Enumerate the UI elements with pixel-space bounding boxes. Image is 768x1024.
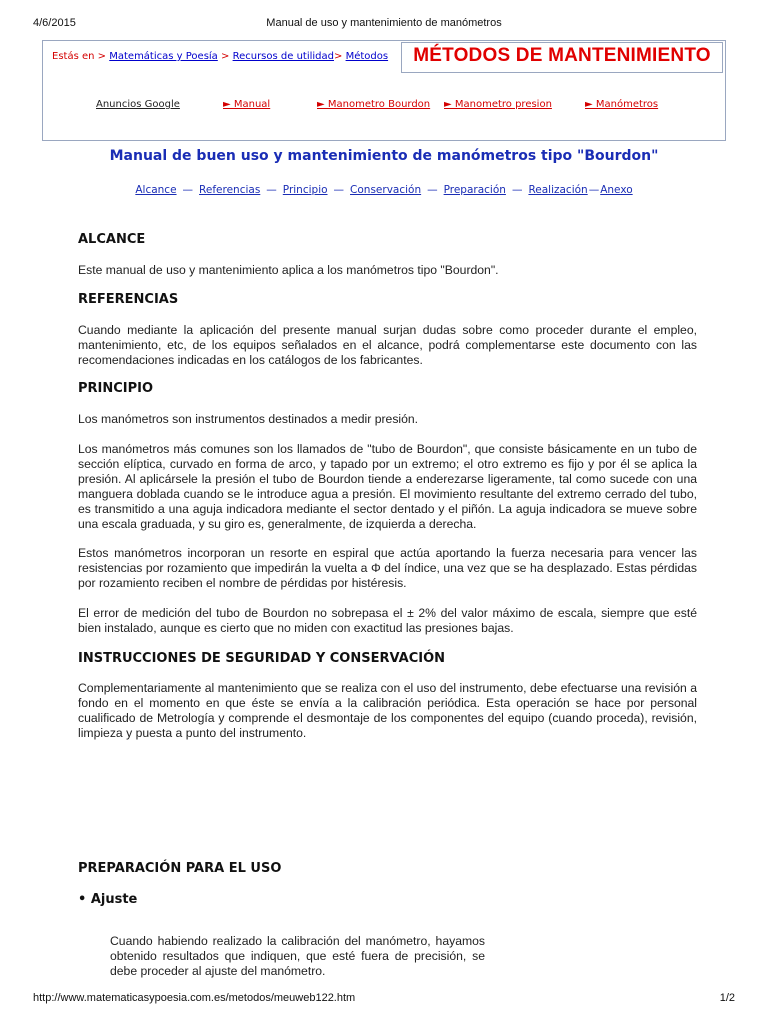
paragraph-seguridad: Complementariamente al mantenimiento que se realiza con el uso del instrumento, debe efectuarse una revisión a fondo en el momento en que éste se envía a la calibración periódica. Esta operación se hace por personal cualificado de Metrología y comprende el desmontaje de los componentes del equipo (cuando proceda), revisión, limpieza y puesta a punto del instrumento. — [78, 681, 697, 740]
paragraph-ajuste: Cuando habiendo realizado la calibración del manómetro, hayamos obtenido resultados que indiquen, que esté fuera de precisión, se debe proceder al ajuste del manómetro. — [110, 934, 485, 978]
google-ads-row — [43, 99, 725, 113]
toc-link-principio[interactable]: Principio — [282, 184, 328, 196]
heading-referencias: REFERENCIAS — [78, 292, 179, 307]
toc-separator: — — [511, 184, 523, 196]
paragraph-principio-1: Los manómetros son instrumentos destinados a medir presión. — [78, 412, 419, 426]
breadcrumb-link-metodos[interactable]: Métodos — [345, 51, 389, 62]
heading-preparacion: PREPARACIÓN PARA EL USO — [78, 861, 282, 876]
print-doc-title: Manual de uso y mantenimiento de manómetros — [266, 17, 502, 29]
print-date: 4/6/2015 — [33, 17, 76, 29]
toc-separator: — — [182, 184, 194, 196]
ad-link-manual[interactable]: ► Manual — [223, 99, 271, 110]
paragraph-principio-4: El error de medición del tubo de Bourdon no sobrepasa el ± 2% del valor máximo de escala, siempre que esté bien instalado, aunque es cierto que no miden con exactitud las presiones bajas. — [78, 606, 697, 635]
paragraph-alcance: Este manual de uso y mantenimiento aplica a los manómetros tipo "Bourdon". — [78, 263, 499, 277]
paragraph-principio-2: Los manómetros más comunes son los llamados de "tubo de Bourdon", que consiste básicamente en un tubo de sección elíptica, curvado en forma de arco, y tapado por un extremo; el otro extremo es fijo y por él se aplica la presión. Al aplicársele la presión el tubo de Bourdon tiende a enderezarse ligeramente, tal como sucede con una manguera doblada cuando se le introduce agua a presión. El movimiento resultante del extremo cerrado del tubo, es transmitido a una aguja indicadora mediante el sector dentado y el piñón. La aguja indicadora se mueve sobre una escala graduada, y su giro es, generalmente, de izquierda a derecha. — [78, 442, 697, 531]
paragraph-referencias: Cuando mediante la aplicación del presente manual surjan dudas sobre como proceder durante el empleo, mantenimiento, etc, de los equipos señalados en el alcance, podrá complementarse este documento con las recomendaciones indicadas en los catálogos de los fabricantes. — [78, 323, 697, 367]
toc-link-preparacion[interactable]: Preparación — [443, 184, 506, 196]
print-page-number: 1/2 — [719, 992, 735, 1004]
toc-nav — [0, 184, 768, 196]
print-footer — [0, 992, 768, 1008]
toc-link-anexo[interactable]: Anexo — [600, 184, 633, 196]
site-title-box — [401, 42, 723, 73]
paragraph-principio-3: Estos manómetros incorporan un resorte en espiral que actúa aportando la fuerza necesaria para vencer las resistencias por rozamiento que impedirán la vuelta a Φ del índice, una vez que se ha desplazado. Estas pérdidas por rozamiento reciben el nombre de pérdidas por histéresis. — [78, 546, 697, 590]
breadcrumb-separator: > — [221, 51, 230, 62]
heading-seguridad: INSTRUCCIONES DE SEGURIDAD Y CONSERVACIÓN — [78, 651, 446, 666]
heading-alcance: ALCANCE — [78, 232, 146, 247]
breadcrumb-separator: > — [97, 51, 107, 62]
print-header — [0, 17, 768, 33]
page-title: Manual de buen uso y mantenimiento de manómetros tipo "Bourdon" — [109, 148, 659, 164]
print-url: http://www.matematicasypoesia.com.es/metodos/meuweb122.htm — [33, 992, 356, 1004]
toc-link-realizacion[interactable]: Realización — [528, 184, 588, 196]
toc-separator: — — [266, 184, 277, 196]
toc-link-referencias[interactable]: Referencias — [199, 184, 261, 196]
site-header-box — [42, 40, 726, 141]
toc-separator: — — [427, 184, 438, 196]
toc-separator: — — [588, 184, 600, 196]
ad-link-manometros[interactable]: ► Manómetros — [585, 99, 659, 110]
breadcrumb-separator: > — [334, 51, 343, 62]
toc-separator: — — [333, 184, 345, 196]
ads-label[interactable]: Anuncios Google — [96, 99, 180, 110]
ad-link-manometro-bourdon[interactable]: ► Manometro Bourdon — [317, 99, 431, 110]
breadcrumb-prefix: Estás en — [52, 51, 95, 62]
heading-principio: PRINCIPIO — [78, 381, 154, 396]
site-title: MÉTODOS DE MANTENIMIENTO — [413, 45, 711, 66]
bullet-ajuste: • Ajuste — [78, 892, 138, 907]
toc-link-conservacion[interactable]: Conservación — [350, 184, 422, 196]
breadcrumb-link-recursos[interactable]: Recursos de utilidad — [232, 51, 334, 62]
ad-link-manometro-presion[interactable]: ► Manometro presion — [444, 99, 552, 110]
breadcrumb — [52, 51, 388, 62]
breadcrumb-link-matematicas[interactable]: Matemáticas y Poesía — [109, 51, 218, 62]
toc-link-alcance[interactable]: Alcance — [135, 184, 177, 196]
